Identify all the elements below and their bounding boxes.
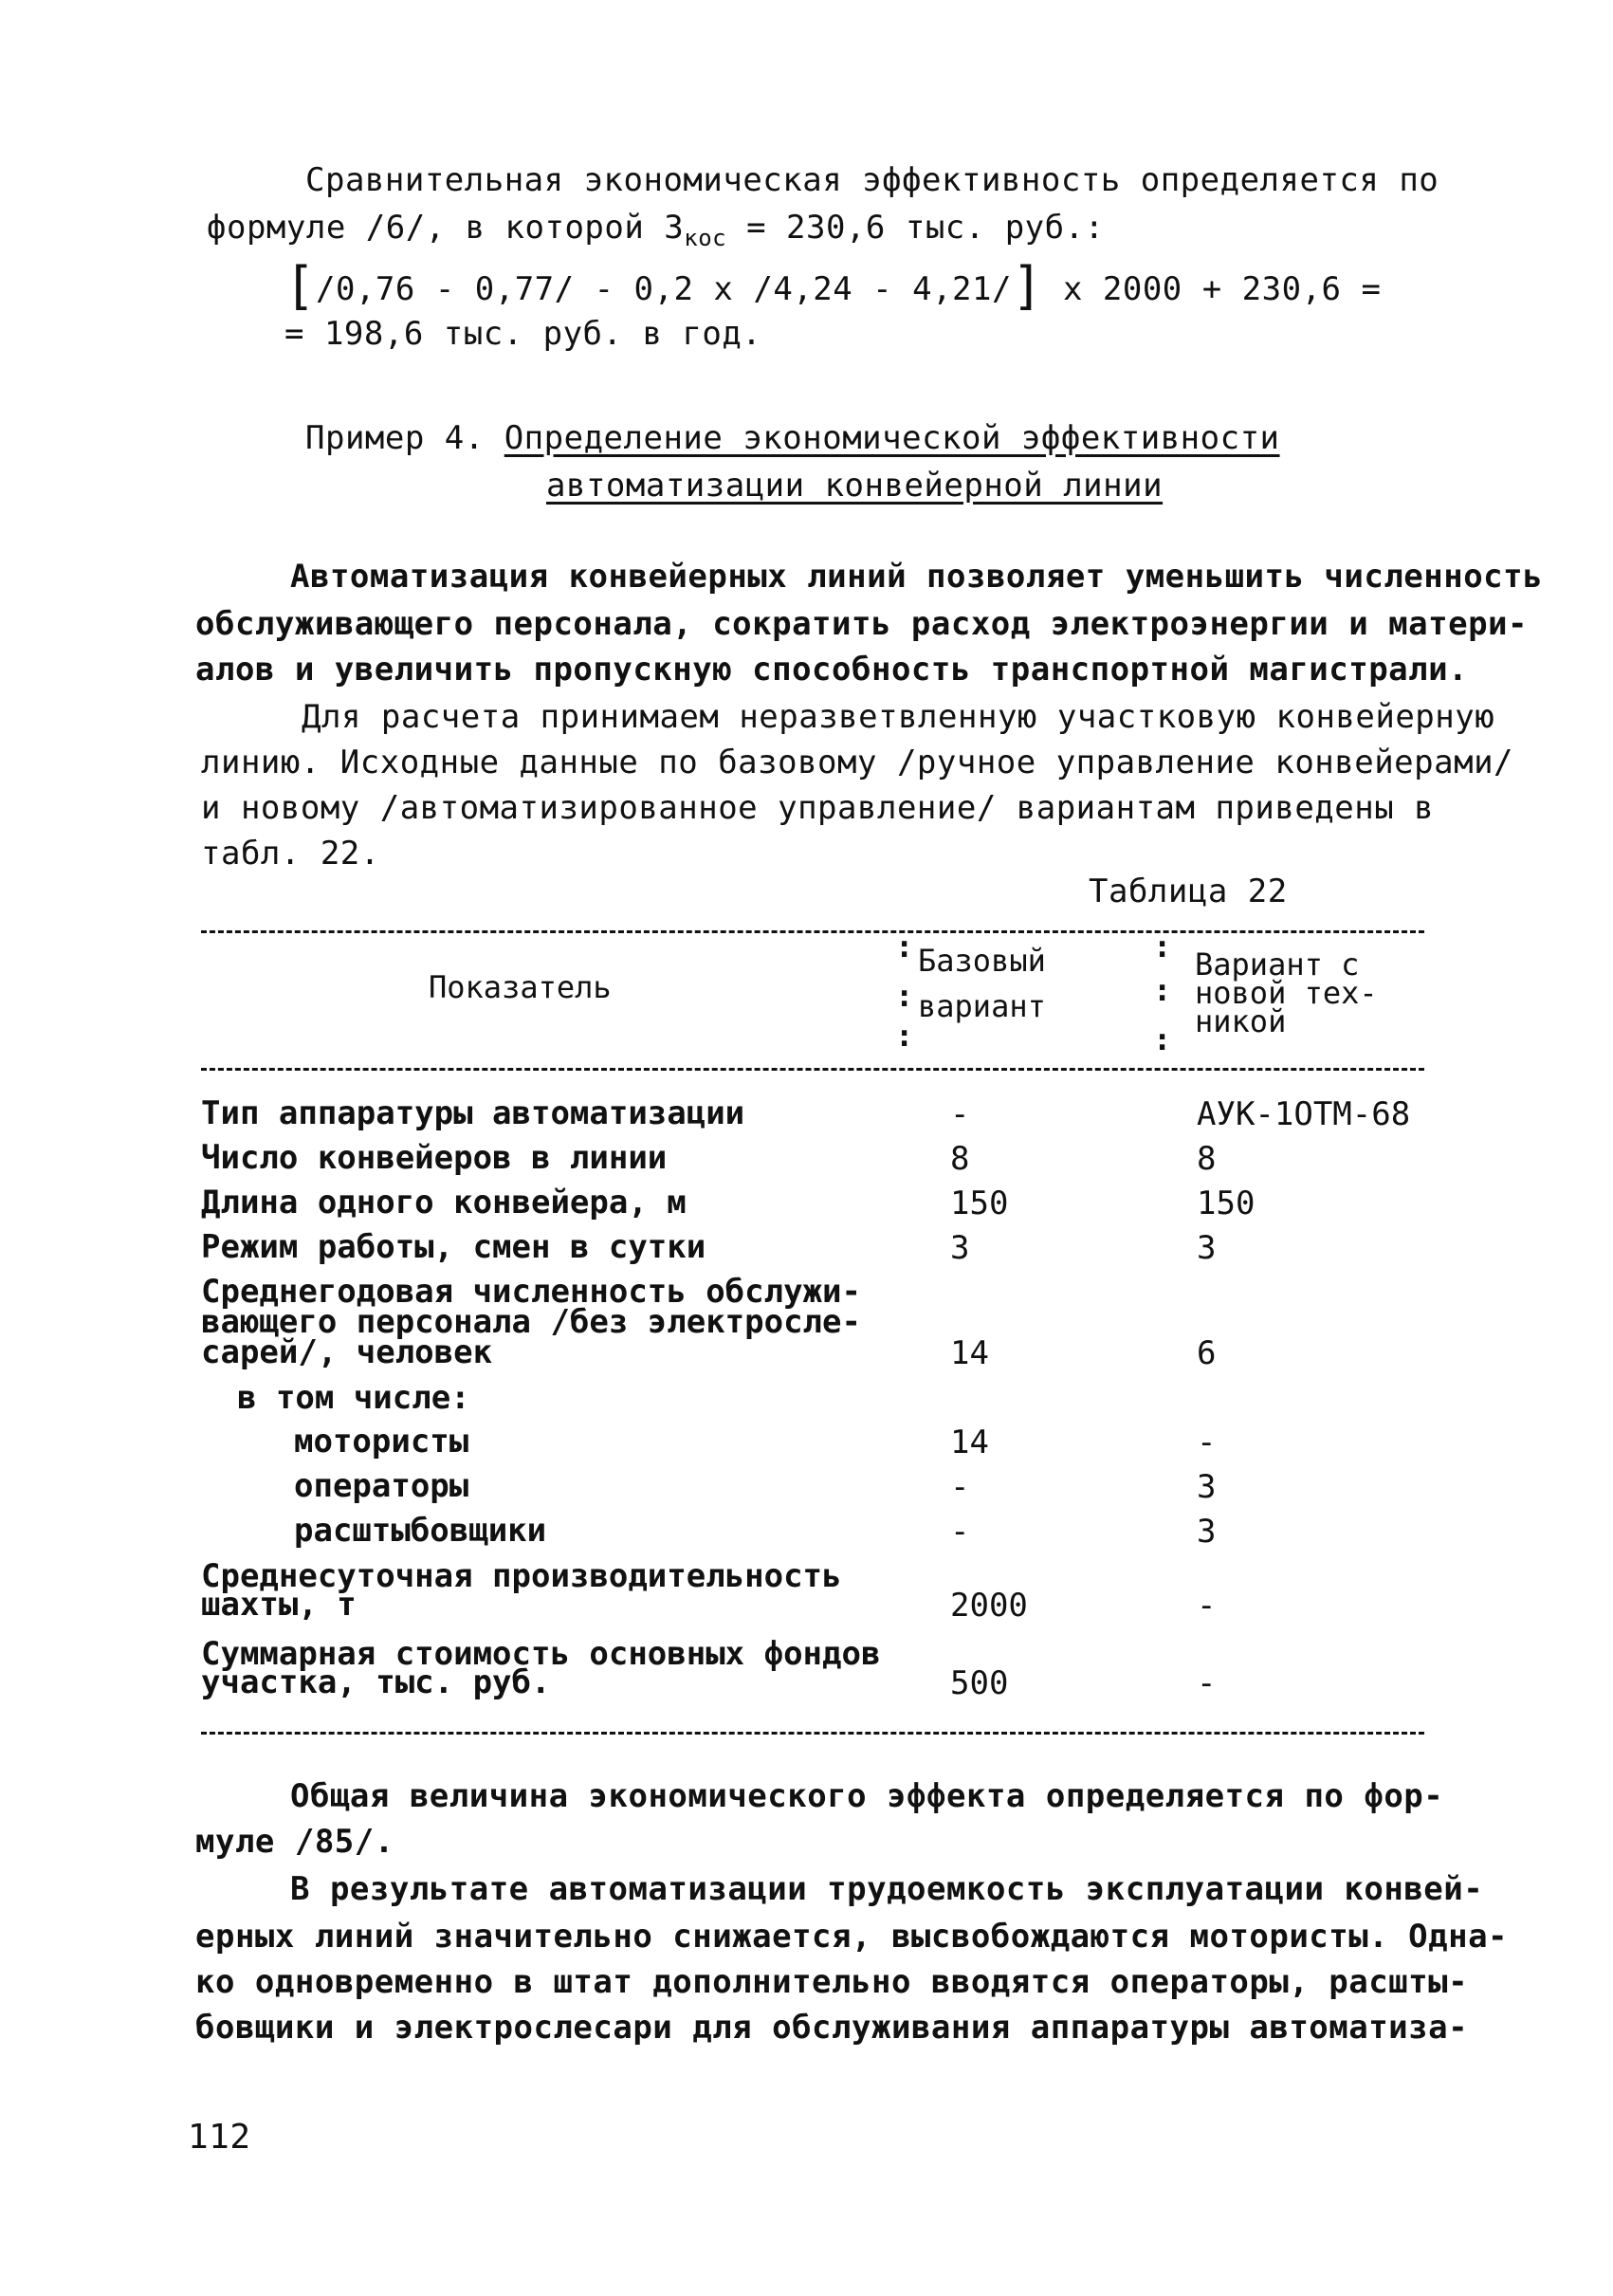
example-heading: Пример 4. Определение экономической эффективности xyxy=(305,419,1280,457)
table-row-label: Среднегодовая численность обслужи- xyxy=(201,1273,861,1311)
table-cell-new: 150 xyxy=(1197,1185,1256,1222)
table-cell-new: - xyxy=(1197,1587,1217,1625)
table-row-label: Число конвейеров в линии xyxy=(201,1139,668,1177)
header-new-line-3: никой xyxy=(1195,1003,1287,1039)
table-row-subheading: в том числе: xyxy=(237,1379,470,1417)
page-number: 112 xyxy=(188,2118,251,2157)
para2-line-3: и новому /автоматизированное управление/ вариантам приведены в xyxy=(201,789,1435,827)
para2-line-2: линию. Исходные данные по базовому /ручное управление конвейерами/ xyxy=(201,744,1514,781)
table-cell-new: 3 xyxy=(1197,1229,1217,1267)
para1-line-1: Автоматизация конвейерных линий позволяет уменьшить численность xyxy=(290,558,1544,596)
table-cell-base: 3 xyxy=(950,1229,970,1267)
intro-line-1: Сравнительная экономическая эффективность определяется по xyxy=(305,161,1439,199)
table-row-label: расштыбовщики xyxy=(294,1512,547,1550)
header-separator: : xyxy=(895,978,914,1014)
para3-line-1: Общая величина экономического эффекта определяется по фор- xyxy=(290,1777,1444,1815)
header-separator: : xyxy=(1153,928,1172,964)
table-cell-new: 6 xyxy=(1197,1334,1217,1372)
header-new-line-1: Вариант с xyxy=(1195,946,1360,983)
para4-line-2: ерных линий значительно снижается, высвобождаются мотористы. Одна- xyxy=(195,1918,1509,1956)
header-base-line-1: Базовый xyxy=(918,943,1046,979)
table-cell-new: - xyxy=(1197,1664,1217,1702)
example-title-line-1: Определение экономической эффективности xyxy=(504,419,1280,457)
table-row-label: Тип аппаратуры автоматизации xyxy=(201,1094,745,1132)
para3-line-2: муле /85/. xyxy=(195,1823,394,1861)
table-cell-base: - xyxy=(950,1095,970,1133)
table-cell-base: - xyxy=(950,1468,970,1506)
para2-line-1: Для расчета принимаем неразветвленную участковую конвейерную xyxy=(302,698,1495,736)
table-bottom-rule xyxy=(201,1732,1424,1735)
header-base-line-2: вариант xyxy=(918,988,1046,1024)
header-new-line-2: новой тех- xyxy=(1195,975,1378,1011)
table-cell-base: 14 xyxy=(950,1334,989,1372)
table-cell-new: 3 xyxy=(1197,1468,1217,1506)
table-row-label: операторы xyxy=(294,1467,469,1505)
table-cell-base: 2000 xyxy=(950,1587,1028,1625)
para1-line-2: обслуживающего персонала, сократить расход электроэнергии и матери- xyxy=(195,605,1528,643)
para1-line-3: алов и увеличить пропускную способность транспортной магистрали. xyxy=(195,651,1469,689)
formula-line: [/0,76 - 0,77/ - 0,2 х /4,24 - 4,21/] х 2000 + 230,6 = xyxy=(284,256,1382,316)
header-bottom-rule xyxy=(201,1068,1424,1071)
header-indicator: Показатель xyxy=(429,969,612,1005)
table-cell-base: 500 xyxy=(950,1664,1009,1702)
header-separator: : xyxy=(1153,1021,1172,1057)
table-top-rule xyxy=(201,930,1424,933)
table-row-label: вающего персонала /без электрослe- xyxy=(201,1303,861,1341)
table-cell-new: - xyxy=(1197,1424,1217,1461)
table-cell-base: - xyxy=(950,1513,970,1551)
table-row-label: Суммарная стоимость основных фондов xyxy=(201,1635,881,1673)
table-row-label: шахты, т xyxy=(201,1586,357,1624)
table-cell-base: 14 xyxy=(950,1424,989,1461)
table-row-label: Режим работы, смен в сутки xyxy=(201,1228,706,1266)
example-title-line-2: автоматизации конвейерной линии xyxy=(546,467,1164,505)
header-separator: : xyxy=(895,928,914,964)
intro-line-2: формуле /6/, в которой $З_{кос} = 230,6$ тыс. руб.: xyxy=(207,209,1105,251)
table-caption: Таблица 22 xyxy=(1089,872,1288,910)
para4-line-1: В результате автоматизации трудоемкость эксплуатации конвей- xyxy=(290,1870,1484,1908)
header-separator: : xyxy=(1153,972,1172,1008)
para4-line-3: ко одновременно в штат дополнительно вводятся операторы, расшты- xyxy=(195,1963,1469,2001)
table-row-label: участка, тыс. руб. xyxy=(201,1663,551,1701)
table-cell-base: 8 xyxy=(950,1140,970,1178)
table-row-label: мотористы xyxy=(294,1423,469,1460)
subscript-kos: кос xyxy=(684,225,727,251)
table-row-label: Длина одного конвейера, м xyxy=(201,1184,687,1221)
formula-result: = 198,6 тыс. руб. в год. xyxy=(284,315,762,353)
table-row-label: Среднесуточная производительность xyxy=(201,1557,842,1595)
table-cell-new: 8 xyxy=(1197,1140,1217,1178)
para2-line-4: табл. 22. xyxy=(201,835,380,872)
table-cell-new: АУК-1ОТМ-68 xyxy=(1197,1095,1411,1133)
table-cell-base: 150 xyxy=(950,1185,1009,1222)
header-separator: : xyxy=(895,1018,914,1054)
table-cell-new: 3 xyxy=(1197,1513,1217,1551)
table-row-label: сарей/, человек xyxy=(201,1333,493,1371)
para4-line-4: бовщики и электрослесари для обслуживания аппаратуры автоматиза- xyxy=(195,2009,1469,2047)
